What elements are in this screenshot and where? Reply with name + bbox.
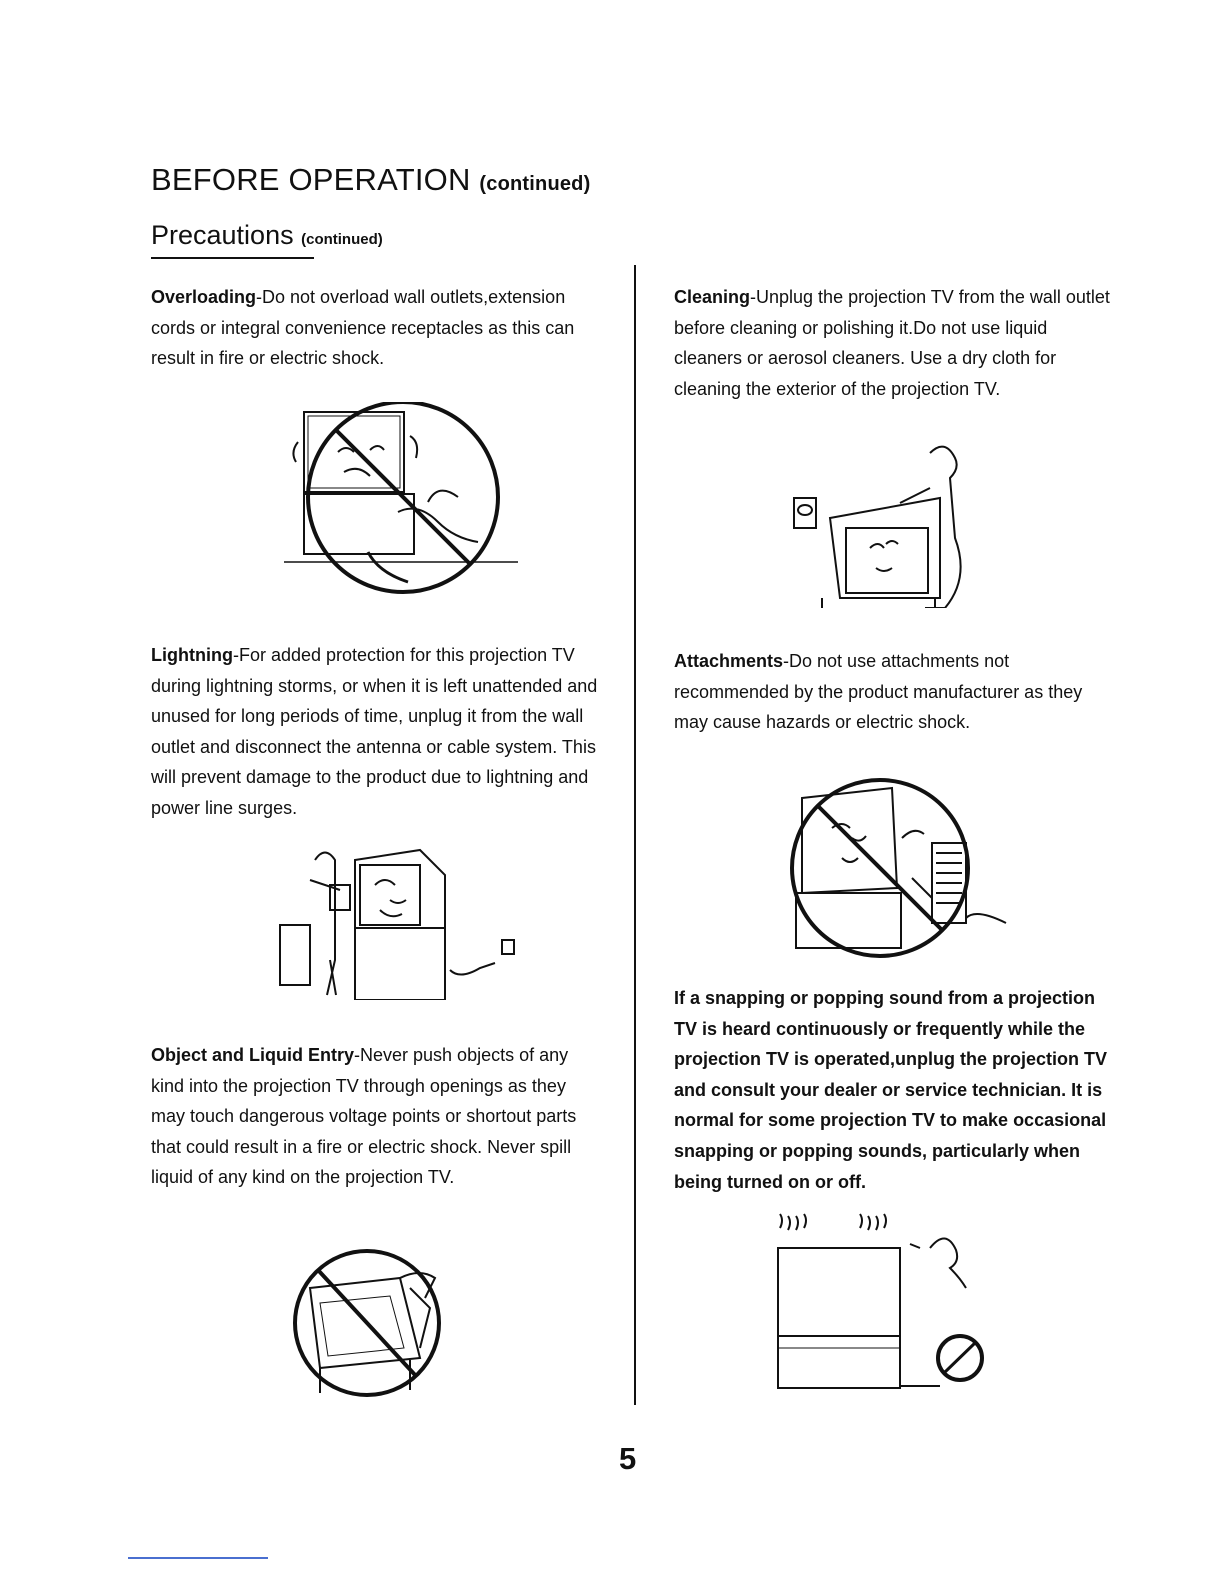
page-number-text: 5 <box>619 1441 637 1476</box>
object-liquid-term: Object and Liquid Entry <box>151 1045 355 1065</box>
overloading-illustration <box>278 402 528 602</box>
cleaning-illustration <box>790 438 970 608</box>
lightning-paragraph <box>151 640 601 824</box>
attachments-illustration <box>782 768 1012 958</box>
page-title <box>151 162 590 198</box>
snapping-illustration <box>770 1208 990 1398</box>
cleaning-term: Cleaning <box>674 287 751 307</box>
column-divider <box>634 265 636 1405</box>
page-title-text: BEFORE OPERATION <box>151 162 471 197</box>
lightning-term: Lightning <box>151 645 233 665</box>
overloading-text: -Do not overload wall outlets,extension cords or integral convenience receptacles as this can result in fire or electric shock. <box>151 287 575 369</box>
object-liquid-text: -Never push objects of any kind into the projection TV through openings as they may touch dangerous voltage points or shortout parts that could result in a fire or electric shock. Never spill liquid of any kind on the projection TV. <box>151 1045 577 1188</box>
snapping-paragraph <box>674 983 1114 1197</box>
lightning-text: -For added protection for this projection TV during lightning storms, or when it is left unattended and unused for long periods of time, unplug it from the wall outlet and disconnect the antenna or cable system. This will prevent damage to the product due to lightning and power line surges. <box>151 645 598 818</box>
lightning-illustration <box>270 840 530 1000</box>
footer-rule <box>128 1557 268 1559</box>
overloading-paragraph <box>151 282 601 374</box>
cleaning-text: -Unplug the projection TV from the wall outlet before cleaning or polishing it.Do not use liquid cleaners or aerosol cleaners. Use a dry cloth for cleaning the exterior of the projection TV. <box>674 287 1110 399</box>
attachments-term: Attachments <box>674 651 784 671</box>
snapping-text: If a snapping or popping sound from a projection TV is heard continuously or frequently while the projection TV is operated,unplug the projection TV and consult your dealer or service technician. It is normal for some projection TV to make occasional snapping or popping sounds, particularly when being turned on or off. <box>674 988 1108 1192</box>
overloading-term: Overloading <box>151 287 257 307</box>
object-liquid-illustration <box>280 1248 470 1398</box>
section-title-underline <box>151 257 314 259</box>
page-title-suffix: (continued) <box>479 173 591 195</box>
attachments-text: -Do not use attachments not recommended by the product manufacturer as they may cause hazards or electric shock. <box>674 651 1083 733</box>
section-title-suffix: (continued) <box>301 231 383 248</box>
object-liquid-paragraph <box>151 1040 601 1193</box>
section-title <box>151 220 383 251</box>
section-title-text: Precautions <box>151 220 294 250</box>
attachments-paragraph <box>674 646 1114 738</box>
cleaning-paragraph <box>674 282 1114 404</box>
